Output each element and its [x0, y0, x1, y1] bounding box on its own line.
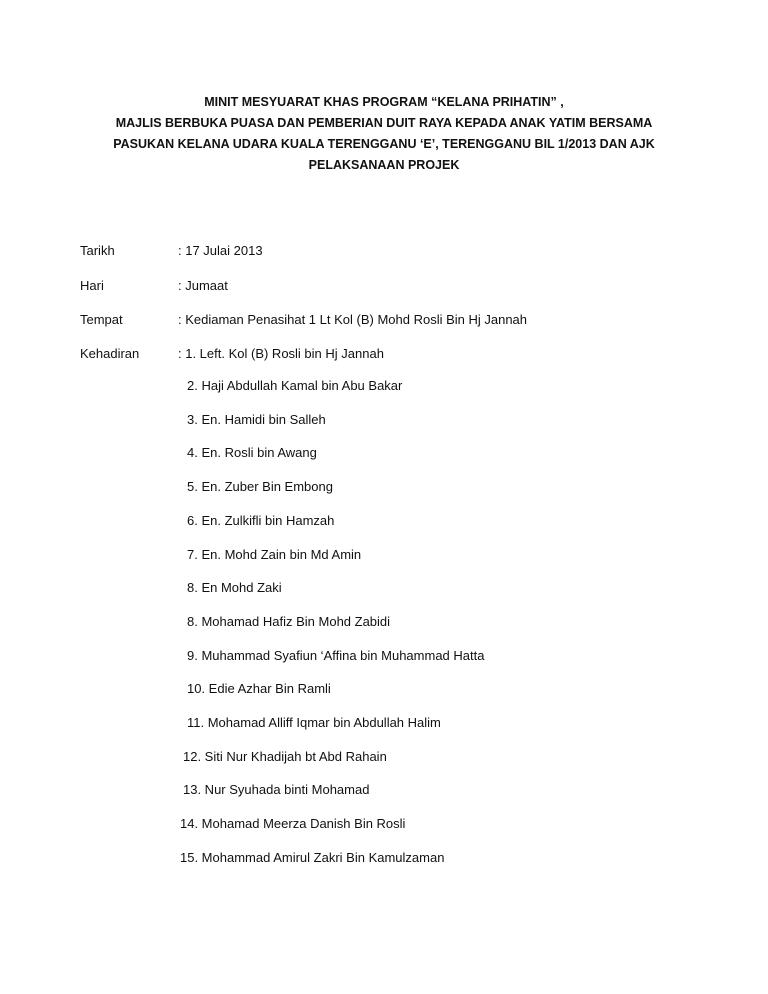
attendee-item: 13. Nur Syuhada binti Mohamad	[183, 782, 370, 798]
document-title	[80, 92, 688, 176]
title-line: PELAKSANAAN PROJEK	[308, 158, 460, 172]
title-line: MINIT MESYUARAT KHAS PROGRAM “KELANA PRIHATIN” ,	[204, 95, 564, 109]
field-label: Tarikh	[80, 243, 115, 258]
attendee-item: 15. Mohammad Amirul Zakri Bin Kamulzaman	[180, 849, 445, 865]
attendee-item: 4. En. Rosli bin Awang	[187, 445, 317, 461]
field-label: Hari	[80, 278, 104, 293]
attendee-item: 9. Muhammad Syafiun ‘Affina bin Muhammad Hatta	[187, 647, 485, 663]
attendee-item: 5. En. Zuber Bin Embong	[187, 479, 333, 495]
attendee-item: 8. En Mohd Zaki	[187, 580, 282, 596]
field-value: : 1. Left. Kol (B) Rosli bin Hj Jannah	[178, 346, 384, 361]
attendee-item: 14. Mohamad Meerza Danish Bin Rosli	[180, 816, 406, 832]
field-value: : Kediaman Penasihat 1 Lt Kol (B) Mohd Rosli Bin Hj Jannah	[178, 312, 528, 327]
field-label: Tempat	[80, 312, 123, 327]
attendee-item: 7. En. Mohd Zain bin Md Amin	[187, 546, 362, 562]
attendee-item: 12. Siti Nur Khadijah bt Abd Rahain	[183, 748, 387, 764]
attendee-item: 3. En. Hamidi bin Salleh	[187, 411, 326, 427]
attendee-item: 6. En. Zulkifli bin Hamzah	[187, 512, 335, 528]
title-line: MAJLIS BERBUKA PUASA DAN PEMBERIAN DUIT RAYA KEPADA ANAK YATIM BERSAMA	[115, 116, 653, 130]
attendee-item: 11. Mohamad Alliff Iqmar bin Abdullah Halim	[187, 715, 441, 730]
field-value: : Jumaat	[178, 278, 228, 293]
attendee-item: 10. Edie Azhar Bin Ramli	[187, 681, 331, 697]
field-label: Kehadiran	[80, 346, 140, 361]
title-line: PASUKAN KELANA UDARA KUALA TERENGGANU ‘E’, TERENGGANU BIL 1/2013 DAN AJK	[113, 137, 655, 151]
attendee-item: 8. Mohamad Hafiz Bin Mohd Zabidi	[187, 613, 391, 629]
attendee-item: 2. Haji Abdullah Kamal bin Abu Bakar	[187, 378, 403, 393]
field-value: : 17 Julai 2013	[178, 243, 263, 258]
